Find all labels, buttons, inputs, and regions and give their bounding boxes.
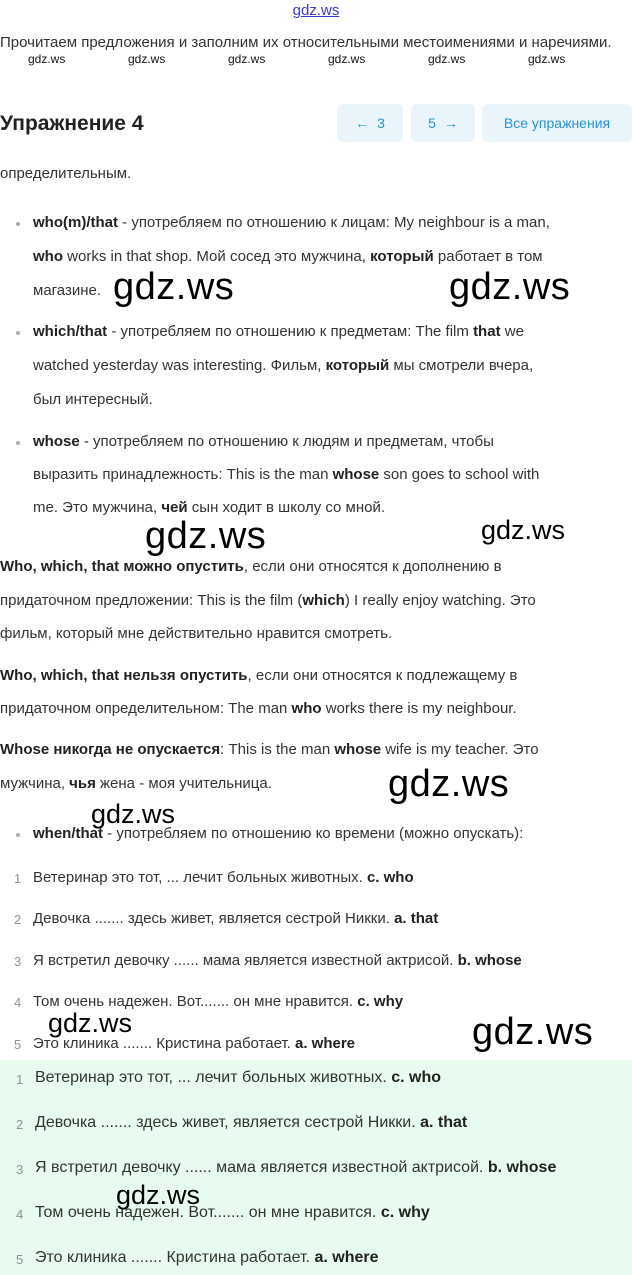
watermark: gdz.ws bbox=[472, 1011, 594, 1053]
list-item: Ветеринар это тот, ... лечит больных животных. c. who bbox=[33, 869, 414, 886]
prev-exercise-label: 3 bbox=[377, 115, 385, 131]
item-number: 4 bbox=[14, 995, 22, 1010]
text-line: определительным. bbox=[0, 165, 132, 182]
arrow-left-icon: ← bbox=[355, 115, 370, 131]
watermark-row bbox=[0, 52, 632, 66]
watermark: gdz.ws bbox=[428, 52, 466, 66]
text-line: фильм, который мне действительно нравится смотреть. bbox=[0, 625, 393, 642]
text-line: выразить принадлежность: This is the man whose son goes to school with bbox=[33, 466, 540, 483]
text-line: whose - употребляем по отношению к людям и предметам, чтобы bbox=[33, 433, 494, 450]
site-link-top[interactable]: gdz.ws bbox=[292, 2, 340, 19]
watermark: gdz.ws bbox=[113, 266, 235, 308]
text-line: Whose никогда не опускается: This is the man whose wife is my teacher. Это bbox=[0, 741, 539, 758]
text-line: Who, which, that нельзя опустить, если они относятся к подлежащему в bbox=[0, 667, 518, 684]
prev-exercise-button[interactable] bbox=[337, 104, 403, 142]
answer-box bbox=[0, 1060, 632, 1275]
answer-item: Ветеринар это тот, ... лечит больных животных. c. who bbox=[35, 1069, 441, 1086]
bullet-dot bbox=[16, 833, 20, 837]
bullet-dot bbox=[16, 222, 20, 226]
list-item: Том очень надежен. Вот....... он мне нравится. c. why bbox=[33, 993, 404, 1010]
answer-item: Я встретил девочку ...... мама является известной актрисой. b. whose bbox=[35, 1159, 557, 1176]
answer-item: Девочка ....... здесь живет, является сестрой Никки. a. that bbox=[35, 1114, 468, 1131]
bullet-dot bbox=[16, 441, 20, 445]
item-number: 3 bbox=[14, 954, 22, 969]
intro-text: Прочитаем предложения и заполним их относительными местоимениями и наречиями. bbox=[0, 34, 612, 51]
watermark: gdz.ws bbox=[388, 763, 510, 805]
text-line: был интересный. bbox=[33, 391, 153, 408]
watermark: gdz.ws bbox=[91, 799, 176, 829]
text-line: придаточном определительном: The man who works there is my neighbour. bbox=[0, 700, 517, 717]
text-line: who(m)/that - употребляем по отношению к лицам: My neighbour is a man, bbox=[33, 214, 550, 231]
text-line: when/that - употребляем по отношению ко времени (можно опускать): bbox=[33, 825, 524, 842]
watermark: gdz.ws bbox=[228, 52, 266, 66]
text-line: придаточном предложении: This is the film (which) I really enjoy watching. Это bbox=[0, 592, 536, 609]
all-exercises-button[interactable] bbox=[482, 104, 632, 142]
text-line: me. Это мужчина, чей сын ходит в школу со мной. bbox=[33, 499, 386, 516]
watermark: gdz.ws bbox=[145, 515, 267, 557]
list-item: Это клиника ....... Кристина работает. a. where bbox=[33, 1035, 356, 1052]
text-line: мужчина, чья жена - моя учительница. bbox=[0, 775, 272, 792]
next-exercise-label: 5 bbox=[428, 115, 436, 131]
item-number: 1 bbox=[14, 871, 22, 886]
text-line: Who, which, that можно опустить, если они относятся к дополнению в bbox=[0, 558, 502, 575]
watermark: gdz.ws bbox=[449, 266, 571, 308]
answer-number: 5 bbox=[16, 1252, 24, 1267]
arrow-right-icon: → bbox=[443, 115, 458, 131]
watermark: gdz.ws bbox=[128, 52, 166, 66]
text-line: watched yesterday was interesting. Фильм, который мы смотрели вчера, bbox=[33, 357, 534, 374]
list-item: Я встретил девочку ...... мама является известной актрисой. b. whose bbox=[33, 952, 522, 969]
text-line: магазине. bbox=[33, 282, 102, 299]
text-line: who works in that shop. Мой сосед это мужчина, который работает в том bbox=[33, 248, 543, 265]
watermark: gdz.ws bbox=[328, 52, 366, 66]
bullet-dot bbox=[16, 331, 20, 335]
answer-item: Том очень надежен. Вот....... он мне нравится. c. why bbox=[35, 1204, 430, 1221]
page-title: Упражнение 4 bbox=[0, 112, 144, 135]
watermark: gdz.ws bbox=[48, 1008, 133, 1038]
item-number: 2 bbox=[14, 912, 22, 927]
watermark: gdz.ws bbox=[481, 515, 566, 545]
all-exercises-label: Все упражнения bbox=[503, 115, 611, 131]
watermark: gdz.ws bbox=[528, 52, 566, 66]
answer-number: 4 bbox=[16, 1207, 24, 1222]
watermark: gdz.ws bbox=[28, 52, 66, 66]
answer-number: 1 bbox=[16, 1072, 24, 1087]
next-exercise-button[interactable] bbox=[411, 104, 475, 142]
watermark: gdz.ws bbox=[116, 1180, 201, 1210]
answer-number: 3 bbox=[16, 1162, 24, 1177]
list-item: Девочка ....... здесь живет, является сестрой Никки. a. that bbox=[33, 910, 439, 927]
answer-number: 2 bbox=[16, 1117, 24, 1132]
answer-item: Это клиника ....... Кристина работает. a. where bbox=[35, 1249, 379, 1266]
item-number: 5 bbox=[14, 1037, 22, 1052]
text-line: which/that - употребляем по отношению к предметам: The film that we bbox=[33, 323, 524, 340]
